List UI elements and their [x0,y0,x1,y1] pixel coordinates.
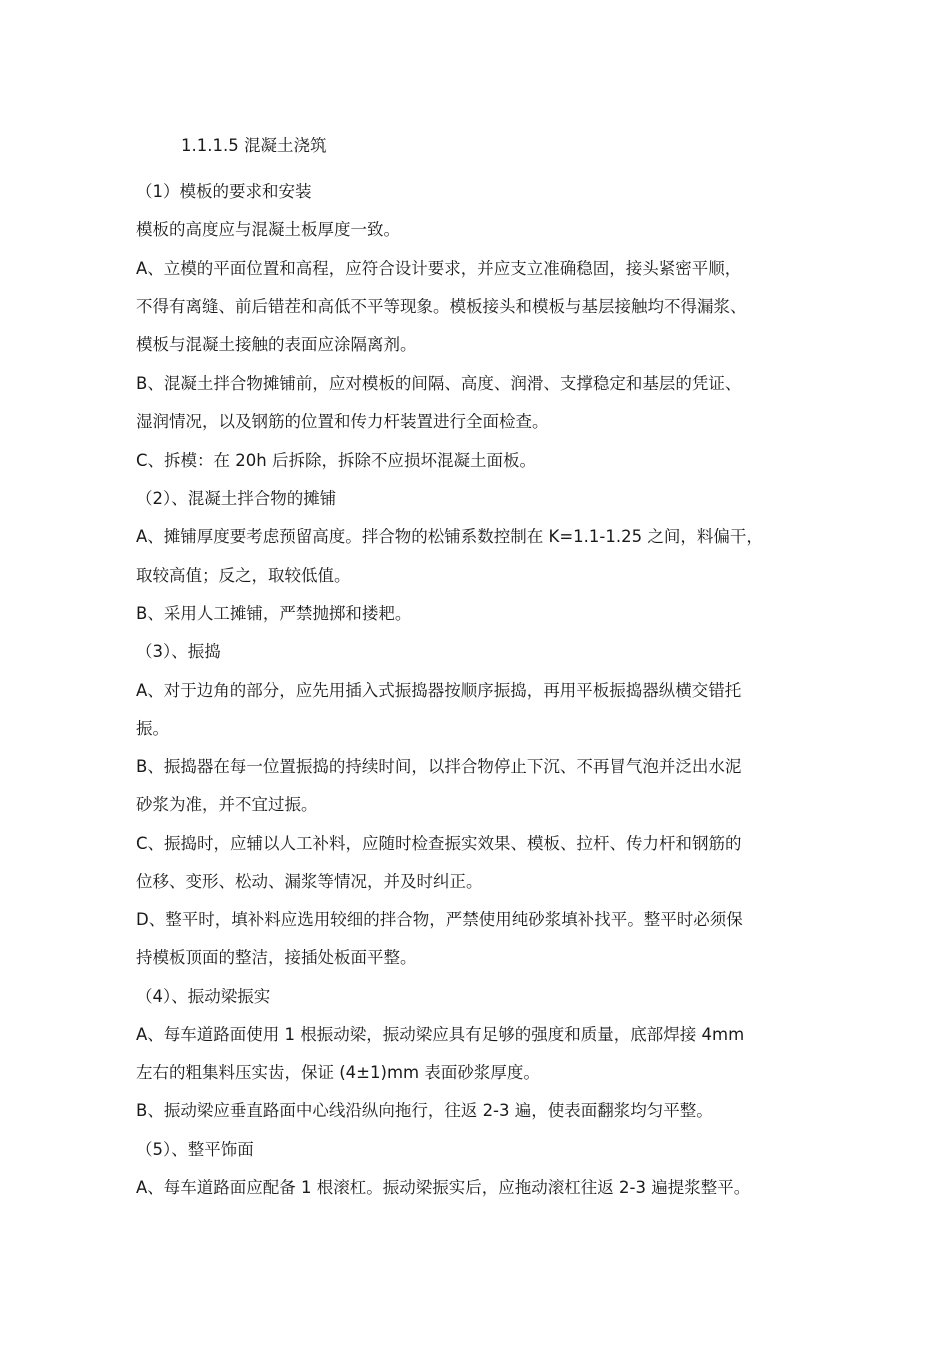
paragraph-line: C、拆模：在 20h 后拆除，拆除不应损坏混凝土面板。 [136,451,536,470]
subsection-heading: （5）、整平饰面 [136,1140,254,1159]
subsection-heading: （2）、混凝土拌合物的摊铺 [136,489,337,508]
paragraph-line: B、混凝土拌合物摊铺前，应对模板的间隔、高度、润滑、支撑稳定和基层的凭证、 [136,374,742,393]
paragraph-line: 左右的粗集料压实齿，保证 (4±1)mm 表面砂浆厚度。 [136,1063,540,1082]
paragraph-line: 持模板顶面的整洁，接插处板面平整。 [136,948,417,967]
paragraph-line: 位移、变形、松动、漏浆等情况，并及时纠正。 [136,872,483,891]
subsection-heading: （1）模板的要求和安装 [136,182,312,201]
paragraph-line: 模板的高度应与混凝土板厚度一致。 [136,220,400,239]
subsection-heading: （4）、振动梁振实 [136,987,271,1006]
section-heading: 1.1.1.5 混凝土浇筑 [181,136,327,155]
paragraph-line: 不得有离缝、前后错茬和高低不平等现象。模板接头和模板与基层接触均不得漏浆、 [136,297,747,316]
paragraph-line: 取较高值；反之，取较低值。 [136,566,351,585]
paragraph-line: C、振捣时，应辅以人工补料，应随时检查振实效果、模板、拉杆、传力杆和钢筋的 [136,834,742,853]
paragraph-line: 湿润情况，以及钢筋的位置和传力杆装置进行全面检查。 [136,412,549,431]
paragraph-line: A、每车道路面使用 1 根振动梁，振动梁应具有足够的强度和质量，底部焊接 4mm [136,1025,745,1044]
paragraph-line: 砂浆为准，并不宜过振。 [136,795,318,814]
paragraph-line: A、对于边角的部分，应先用插入式振捣器按顺序振捣，再用平板振捣器纵横交错托 [136,681,742,700]
paragraph-line: B、振捣器在每一位置振捣的持续时间，以拌合物停止下沉、不再冒气泡并泛出水泥 [136,757,742,776]
paragraph-line: A、每车道路面应配备 1 根滚杠。振动梁振实后，应拖动滚杠往返 2-3 遍提浆整平。 [136,1178,751,1197]
paragraph-line: 模板与混凝土接触的表面应涂隔离剂。 [136,335,417,354]
paragraph-line: 振。 [136,719,169,738]
paragraph-line: A、立模的平面位置和高程，应符合设计要求，并应支立准确稳固，接头紧密平顺， [136,259,742,278]
paragraph-line: D、整平时，填补料应选用较细的拌合物，严禁使用纯砂浆填补找平。整平时必须保 [136,910,743,929]
paragraph-line: B、振动梁应垂直路面中心线沿纵向拖行，往返 2-3 遍，使表面翻浆均匀平整。 [136,1101,713,1120]
paragraph-line: B、采用人工摊铺，严禁抛掷和搂耙。 [136,604,412,623]
paragraph-line: A、摊铺厚度要考虑预留高度。拌合物的松铺系数控制在 K=1.1-1.25 之间，料偏干， [136,527,763,546]
subsection-heading: （3）、振捣 [136,642,221,661]
